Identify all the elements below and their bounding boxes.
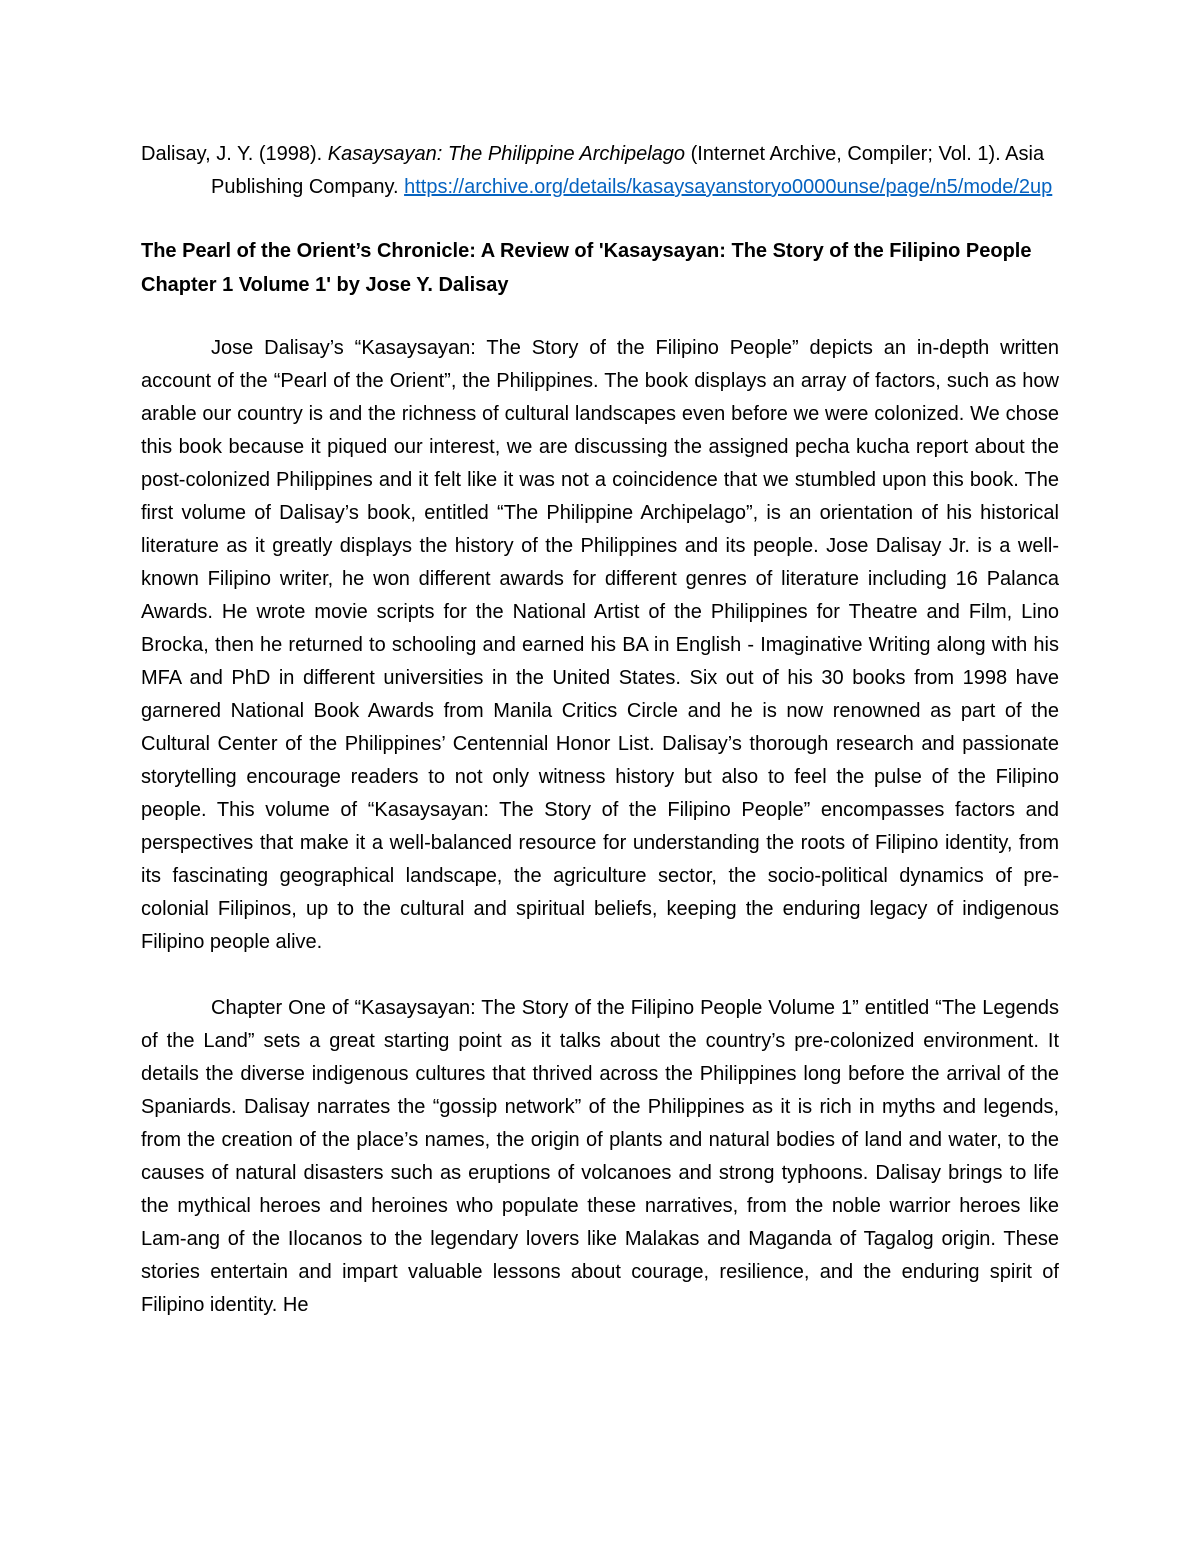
document-page: [141, 138, 1059, 1322]
body-paragraph-2: Chapter One of “Kasaysayan: The Story of the Filipino People Volume 1” entitled “The Legends of the Land” sets a great starting point as it talks about the country’s pre-colonized environment. It details the diverse indigenous cultures that thrived across the Philippines long before the arrival of the Spaniards. Dalisay narrates the “gossip network” of the Philippines as it is rich in myths and legends, from the creation of the place’s names, the origin of plants and natural bodies of land and water, to the causes of natural disasters such as eruptions of volcanoes and strong typhoons. Dalisay brings to life the mythical heroes and heroines who populate these narratives, from the noble warrior heroes like Lam-ang of the Ilocanos to the legendary lovers like Malakas and Maganda of Tagalog origin. These stories entertain and impart valuable lessons about courage, resilience, and the enduring spirit of Filipino identity. He: [141, 997, 1059, 1316]
citation-author-year: Dalisay, J. Y. (1998).: [141, 143, 328, 165]
citation-url-link[interactable]: https://archive.org/details/kasaysayanstoryo0000unse/page/n5/mode/2up: [404, 176, 1053, 198]
citation-book-title: Kasaysayan: The Philippine Archipelago: [327, 143, 686, 165]
review-heading: The Pearl of the Orient’s Chronicle: A Review of 'Kasaysayan: The Story of the Filipino People Chapter 1 Volume 1' by Jose Y. Dalisay: [141, 240, 1032, 296]
reference-citation: [141, 138, 1059, 204]
citation-details: (Internet Archive, Compiler; Vol. 1). Asia Publishing Company.: [211, 143, 1045, 198]
body-paragraph-1: Jose Dalisay’s “Kasaysayan: The Story of the Filipino People” depicts an in-depth written account of the “Pearl of the Orient”, the Philippines. The book displays an array of factors, such as how arable our country is and the richness of cultural landscapes even before we were colonized. We chose this book because it piqued our interest, we are discussing the assigned pecha kucha report about the post-colonized Philippines and it felt like it was not a coincidence that we stumbled upon this book. The first volume of Dalisay’s book, entitled “The Philippine Archipelago”, is an orientation of his historical literature as it greatly displays the history of the Philippines and its people. Jose Dalisay Jr. is a well-known Filipino writer, he won different awards for different genres of literature including 16 Palanca Awards. He wrote movie scripts for the National Artist of the Philippines for Theatre and Film, Lino Brocka, then he returned to schooling and earned his BA in English - Imaginative Writing along with his MFA and PhD in different universities in the United States. Six out of his 30 books from 1998 have garnered National Book Awards from Manila Critics Circle and he is now renowned as part of the Cultural Center of the Philippines’ Centennial Honor List. Dalisay’s thorough research and passionate storytelling encourage readers to not only witness history but also to feel the pulse of the Filipino people. This volume of “Kasaysayan: The Story of the Filipino People” encompasses factors and perspectives that make it a well-balanced resource for understanding the roots of Filipino identity, from its fascinating geographical landscape, the agriculture sector, the socio-political dynamics of pre-colonial Filipinos, up to the cultural and spiritual beliefs, keeping the enduring legacy of indigenous Filipino people alive.: [141, 337, 1059, 953]
